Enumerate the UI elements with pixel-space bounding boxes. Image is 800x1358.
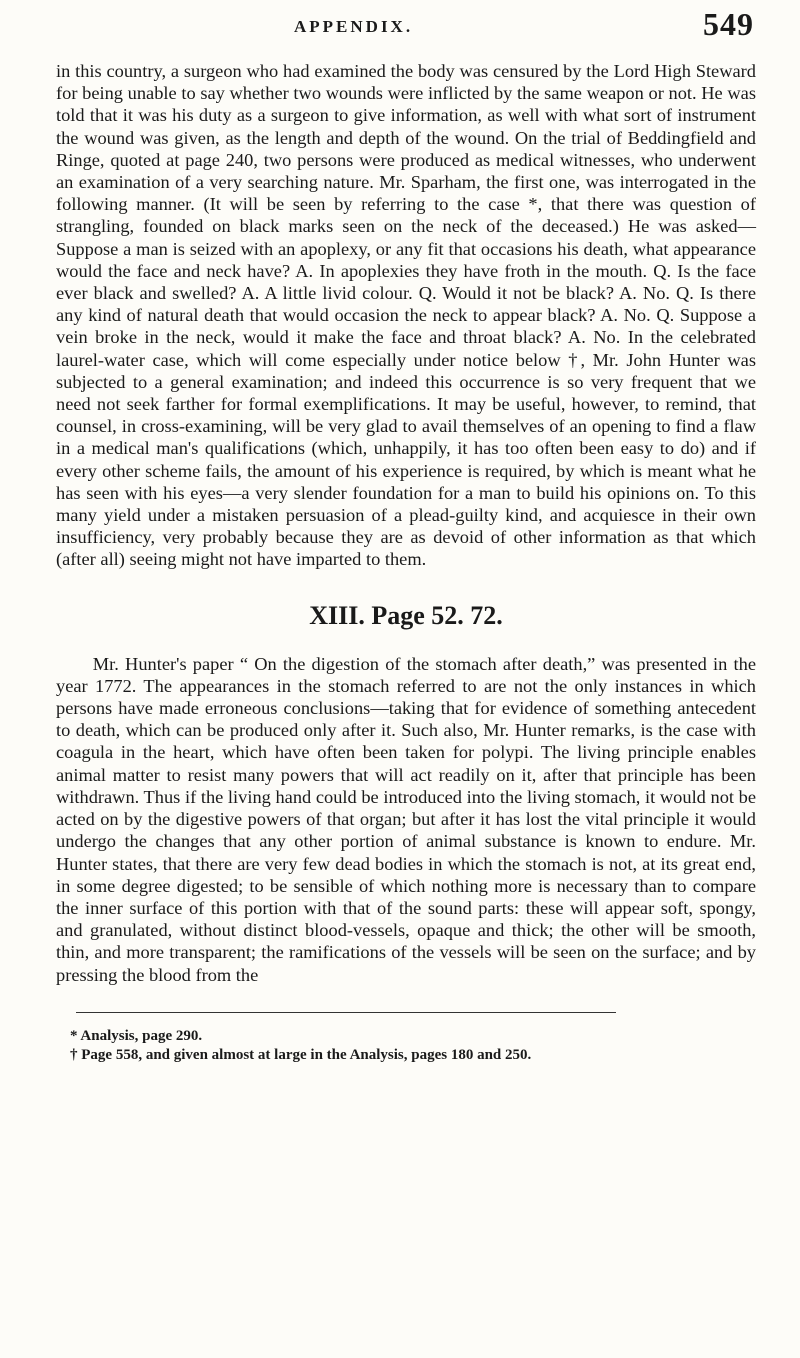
footnote-2: † Page 558, and given almost at large in the Analysis, pages 180 and 250.: [70, 1046, 532, 1063]
footnote-divider: [76, 1012, 616, 1013]
paragraph-appendix-continued: in this country, a surgeon who had examined the body was censured by the Lord High Steward for being unable to say whether two wounds were inflicted by the same weapon or not. He was told that it was his duty as a surgeon to give information, as well with what sort of instrument the wound was given, as the length and depth of the wound. On the trial of Beddingfield and Ringe, quoted at page 240, two persons were produced as medical witnesses, who underwent an examination of a very searching nature. Mr. Sparham, the first one, was interrogated in the following manner. (It will be seen by referring to the case *, that there was question of strangling, founded on black marks seen on the neck of the deceased.) He was asked—Suppose a man is seized with an apoplexy, or any fit that occasions his death, what appearance would the face and neck have? A. In apoplexies they have froth in the mouth. Q. Is the face ever black and swelled? A. A little livid colour. Q. Would it not be black? A. No. Q. Is there any kind of natural death that would occasion the neck to appear black? A. No. Q. Suppose a vein broke in the neck, would it make the face and throat black? A. No. In the celebrated laurel-water case, which will come especially under notice below †, Mr. John Hunter was subjected to a general examination; and indeed this occurrence is so very frequent that we need not seek farther for formal exemplifications. It may be useful, however, to remind, that counsel, in cross-examining, will be very glad to avail themselves of an opening to find a flaw in a medical man's qualifications (which, unhappily, it has too often been easy to do) and if every other scheme fails, the amount of his experience is required, by which is meant what he has seen with his eyes—a very slender foundation for a man to build his opinions on. To this many yield under a mistaken persuasion of a plead-guilty kind, and acquiesce in their own insufficiency, very probably because they are as devoid of other information as that which (after all) seeing might not have imparted to them.: [56, 61, 756, 570]
page-number: 549: [703, 6, 754, 42]
section-heading: XIII. Page 52. 72.: [309, 600, 503, 630]
paragraph-hunter-paper: Mr. Hunter's paper “ On the digestion of the stomach after death,” was presented in the year 1772. The appearances in the stomach referred to are not the only instances in which persons have made erroneous conclusions—taking that for evidence of something antecedent to death, which can be produced only after it. Such also, Mr. Hunter remarks, is the case with coagula in the heart, which have often been taken for polypi. The living principle enables animal matter to resist many powers that will act readily on it, after that principle has been withdrawn. Thus if the living hand could be introduced into the living stomach, it would not be acted on by the digestive powers of that organ; but after it has lost the vital principle it would undergo the changes that any other portion of animal substance is known to endure. Mr. Hunter states, that there are very few dead bodies in which the stomach is not, at its great end, in some degree digested; to be sensible of which nothing more is necessary than to compare the inner surface of this portion with that of the sound parts: these will appear soft, spongy, and granulated, without distinct blood-vessels, opaque and thick; the other will be smooth, thin, and more transparent; the ramifications of the vessels will be seen on the surface; and by pressing the blood from the: [56, 653, 756, 985]
book-page: [56, 0, 756, 1065]
footnote-1: * Analysis, page 290.: [70, 1027, 203, 1044]
page-header: [56, 0, 756, 60]
running-head: APPENDIX.: [294, 17, 414, 36]
